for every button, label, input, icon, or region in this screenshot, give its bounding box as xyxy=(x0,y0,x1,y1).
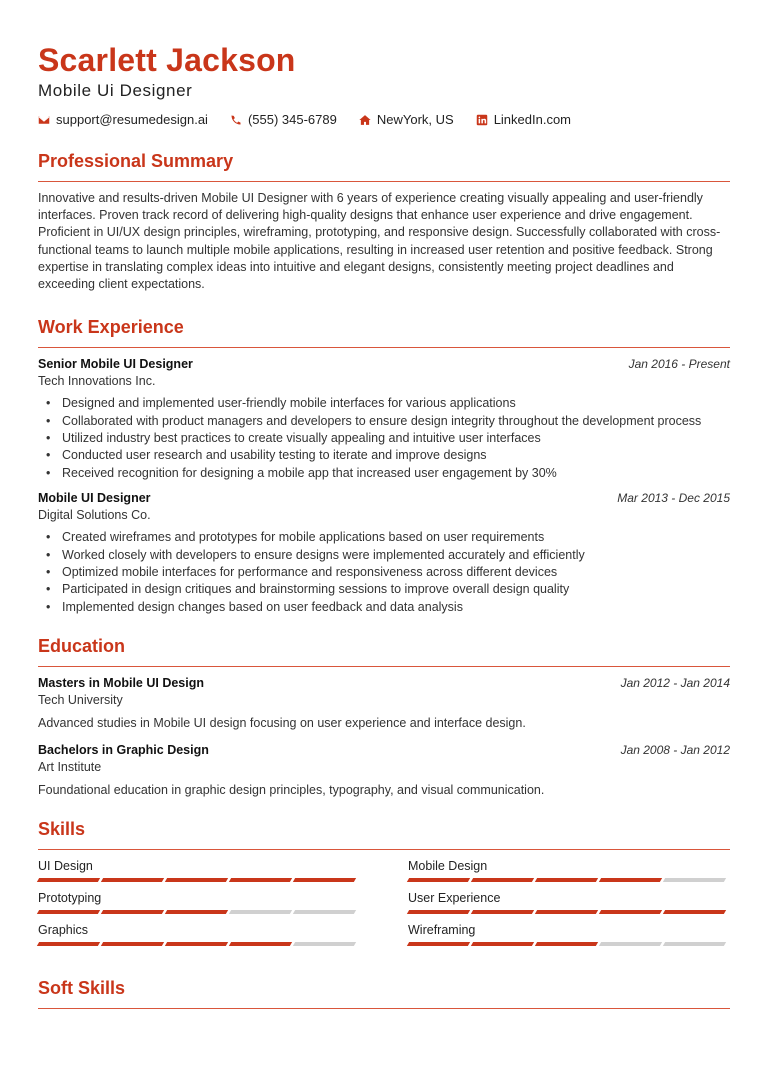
skill-name: Graphics xyxy=(38,923,89,938)
degree: Masters in Mobile UI Design xyxy=(38,676,205,691)
summary-section xyxy=(38,149,730,293)
skill-level-bar xyxy=(38,878,359,882)
job-dates: Jan 2016 - Present xyxy=(628,357,730,372)
degree: Bachelors in Graphic Design xyxy=(38,743,209,758)
divider xyxy=(38,181,730,182)
bullet-item: • Worked closely with developers to ensure designs were implemented accurately and efficiently xyxy=(38,547,730,564)
contact-location xyxy=(359,112,454,127)
skill-level-segment xyxy=(293,942,356,946)
skill-level-segment xyxy=(407,942,470,946)
contact-phone[interactable] xyxy=(230,112,337,127)
skill-name: Wireframing xyxy=(408,923,476,938)
skill-level-bar xyxy=(38,942,359,946)
education-description: Foundational education in graphic design principles, typography, and visual communication. xyxy=(38,783,545,798)
education-section xyxy=(38,634,730,799)
bullet-item: • Implemented design changes based on user feedback and data analysis xyxy=(38,599,730,616)
home-icon xyxy=(359,114,371,126)
skill-level-segment xyxy=(599,910,662,914)
skill-level-segment xyxy=(165,878,228,882)
skill-level-segment xyxy=(165,942,228,946)
education-dates: Jan 2008 - Jan 2012 xyxy=(620,743,730,758)
contact-linkedin[interactable] xyxy=(476,112,571,127)
skill-item xyxy=(38,890,359,914)
education-dates: Jan 2012 - Jan 2014 xyxy=(620,676,730,691)
job-title: Mobile UI Designer xyxy=(38,491,151,506)
skill-level-segment xyxy=(407,878,470,882)
skill-level-bar xyxy=(408,878,729,882)
skill-level-segment xyxy=(599,942,662,946)
job-company: Tech Innovations Inc. xyxy=(38,374,156,389)
job-title: Senior Mobile UI Designer xyxy=(38,357,193,372)
school: Art Institute xyxy=(38,760,102,775)
soft-skills-section xyxy=(38,976,730,1009)
skill-level-segment xyxy=(229,910,292,914)
skill-item xyxy=(408,858,729,882)
job-dates: Mar 2013 - Dec 2015 xyxy=(617,491,730,506)
school: Tech University xyxy=(38,693,123,708)
bullet-item: • Created wireframes and prototypes for mobile applications based on user requirements xyxy=(38,529,730,546)
bullet-item: • Conducted user research and usability testing to iterate and improve designs xyxy=(38,447,730,464)
bullet-item: • Designed and implemented user-friendly mobile interfaces for various applications xyxy=(38,395,730,412)
skill-level-segment xyxy=(407,910,470,914)
experience-section xyxy=(38,315,730,616)
envelope-icon xyxy=(38,114,50,126)
education-entry xyxy=(38,675,730,732)
bullet-item: • Utilized industry best practices to create visually appealing and intuitive user interfaces xyxy=(38,430,730,447)
skill-level-segment xyxy=(471,878,534,882)
section-heading: Soft Skills xyxy=(38,978,126,999)
skill-name: UI Design xyxy=(38,859,93,874)
skill-level-bar xyxy=(408,942,729,946)
phone-icon xyxy=(230,114,242,126)
bullet-item: • Collaborated with product managers and developers to ensure design integrity throughout the development process xyxy=(38,413,730,430)
skill-level-segment xyxy=(293,910,356,914)
skill-name: Mobile Design xyxy=(408,859,488,874)
skill-item xyxy=(38,922,359,946)
skill-level-segment xyxy=(165,910,228,914)
candidate-name: Scarlett Jackson xyxy=(38,42,296,78)
skills-section xyxy=(38,817,730,946)
skill-level-segment xyxy=(599,878,662,882)
skill-level-segment xyxy=(101,878,164,882)
skill-level-segment xyxy=(101,910,164,914)
skill-level-segment xyxy=(101,942,164,946)
skill-level-bar xyxy=(38,910,359,914)
contact-phone-text: (555) 345-6789 xyxy=(247,112,337,127)
divider xyxy=(38,347,730,348)
skill-name: Prototyping xyxy=(38,891,102,906)
skill-level-segment xyxy=(535,910,598,914)
skill-level-segment xyxy=(229,942,292,946)
section-heading: Skills xyxy=(38,819,86,840)
skill-level-segment xyxy=(37,910,100,914)
contact-email-text: support@resumedesign.ai xyxy=(56,112,208,127)
job-entry xyxy=(38,490,730,616)
education-description: Advanced studies in Mobile UI design focusing on user experience and interface design. xyxy=(38,716,526,731)
section-heading: Education xyxy=(38,636,126,657)
skill-level-segment xyxy=(37,942,100,946)
job-bullets xyxy=(38,395,730,482)
contact-bar xyxy=(38,112,730,127)
skill-level-segment xyxy=(37,878,100,882)
skill-level-segment xyxy=(471,910,534,914)
skills-grid xyxy=(38,858,730,946)
skill-name: User Experience xyxy=(408,891,501,906)
summary-text: Innovative and results-driven Mobile UI Designer with 6 years of experience creating visually appealing and user-friendly interfaces. Proven track record of delivering high-quality designs that enhance user experience and drive engagement. Proficient in UI/UX design principles, wireframing, prototyping, and responsive design. Successfully collaborated with cross-functional teams to launch multiple mobile applications, resulting in increased user retention and positive feedback. Strong expertise in translating complex ideas into intuitive and elegant designs, consistently meeting project deadlines and exceeding client expectations. xyxy=(38,191,721,292)
skill-level-segment xyxy=(293,878,356,882)
skill-level-segment xyxy=(535,878,598,882)
skill-item xyxy=(408,890,729,914)
section-heading: Work Experience xyxy=(38,317,184,338)
job-company: Digital Solutions Co. xyxy=(38,508,151,523)
job-entry xyxy=(38,356,730,482)
contact-email[interactable] xyxy=(38,112,208,127)
divider xyxy=(38,1008,730,1009)
job-bullets xyxy=(38,529,730,616)
skill-level-bar xyxy=(408,910,729,914)
section-heading: Professional Summary xyxy=(38,151,234,171)
education-entry xyxy=(38,742,730,799)
skill-level-segment xyxy=(229,878,292,882)
skill-level-segment xyxy=(663,910,726,914)
skill-level-segment xyxy=(535,942,598,946)
divider xyxy=(38,666,730,667)
contact-linkedin-text: LinkedIn.com xyxy=(493,112,572,127)
skill-level-segment xyxy=(663,878,726,882)
skill-level-segment xyxy=(471,942,534,946)
contact-location-text: NewYork, US xyxy=(376,112,454,127)
linkedin-icon xyxy=(476,114,488,126)
skill-item xyxy=(408,922,729,946)
bullet-item: • Received recognition for designing a mobile app that increased user engagement by 30% xyxy=(38,465,730,482)
skill-level-segment xyxy=(663,942,726,946)
candidate-title: Mobile Ui Designer xyxy=(38,81,193,100)
bullet-item: • Optimized mobile interfaces for performance and responsiveness across different devices xyxy=(38,564,730,581)
skill-item xyxy=(38,858,359,882)
divider xyxy=(38,849,730,850)
bullet-item: • Participated in design critiques and brainstorming sessions to improve overall design quality xyxy=(38,581,730,598)
